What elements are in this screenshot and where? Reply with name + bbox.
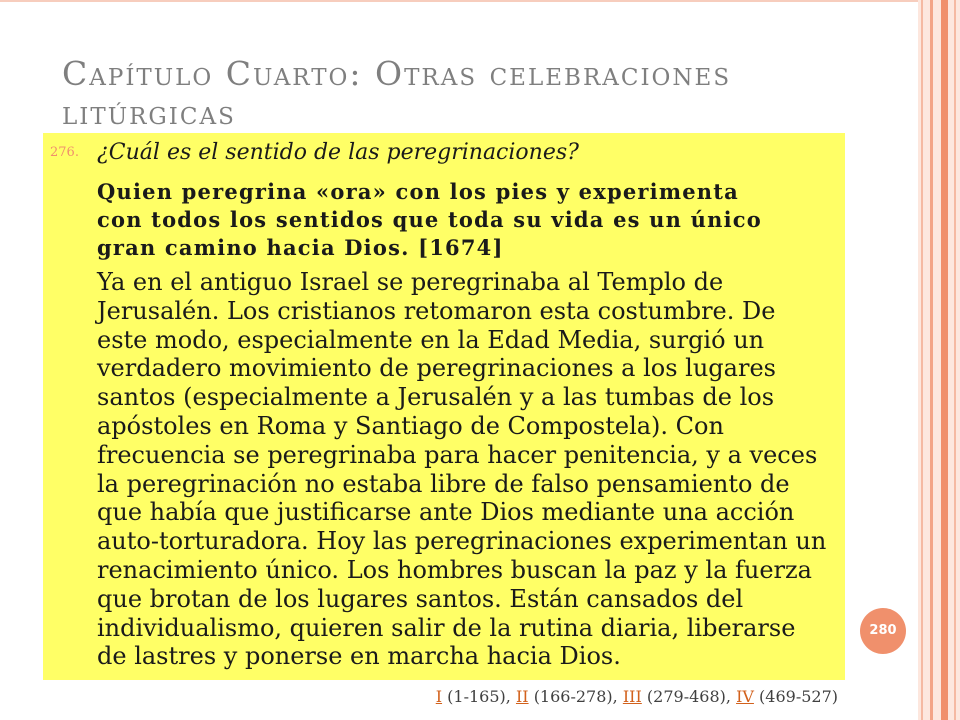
part-link-iii[interactable]: III	[622, 687, 642, 706]
side-stripe	[954, 0, 956, 720]
part-navigation	[436, 687, 838, 707]
separator: ,	[725, 687, 731, 706]
commentary-line: renacimiento único. Los hombres buscan la paz y la fuerza	[97, 555, 812, 584]
side-stripe	[941, 0, 948, 720]
commentary-line: que brotan de los lugares santos. Están cansados del	[97, 584, 744, 613]
commentary-line: individualismo, quieren salir de la rutina diaria, liberarse	[97, 613, 796, 642]
part-range: (166-278)	[533, 687, 613, 706]
content-panel	[43, 133, 845, 680]
commentary-line: santos (especialmente a Jerusalén y a las tumbas de los	[97, 383, 775, 412]
commentary-line: auto-torturadora. Hoy las peregrinaciones experimentan un	[97, 527, 827, 556]
commentary-line: Jerusalén. Los cristianos retomaron esta costumbre. De	[97, 296, 776, 325]
answer-line: Quien peregrina «ora» con los pies y experimenta	[97, 179, 739, 204]
question-number: 276.	[50, 145, 79, 160]
separator: ,	[505, 687, 511, 706]
commentary-line: que había que justificarse ante Dios mediante una acción	[97, 498, 795, 527]
part-link-iv[interactable]: IV	[736, 687, 754, 706]
answer-line: con todos los sentidos que toda su vida es un único	[97, 207, 762, 232]
part-range: (1-165)	[447, 687, 506, 706]
part-link-ii[interactable]: II	[515, 687, 529, 706]
part-range: (279-468)	[646, 687, 726, 706]
side-stripe	[930, 0, 933, 720]
question-text: ¿Cuál es el sentido de las peregrinaciones?	[97, 140, 579, 165]
top-border-rule	[0, 0, 918, 2]
slide-number-badge: 280	[860, 608, 906, 654]
commentary-line: Ya en el antiguo Israel se peregrinaba al Templo de	[97, 268, 724, 296]
slide-title	[62, 54, 902, 132]
answer-line: gran camino hacia Dios. [1674]	[97, 235, 504, 260]
slide-title-line: Capítulo Cuarto: Otras celebraciones	[62, 54, 732, 93]
commentary-line: este modo, especialmente en la Edad Media, surgió un	[97, 325, 765, 354]
commentary-paragraph	[97, 268, 841, 671]
commentary-line: la peregrinación no estaba libre de falso pensamiento de	[97, 469, 790, 498]
commentary-line: apóstoles en Roma y Santiago de Compostela). Con	[97, 411, 724, 440]
commentary-line: frecuencia se peregrinaba para hacer penitencia, y a veces	[97, 440, 818, 469]
commentary-line: verdadero movimiento de peregrinaciones a los lugares	[97, 354, 776, 383]
part-range: (469-527)	[759, 687, 838, 706]
part-link-i[interactable]: I	[435, 687, 443, 706]
slide-title-line: litúrgicas	[62, 93, 236, 132]
commentary-line: de lastres y ponerse en marcha hacia Dios.	[97, 642, 621, 671]
separator: ,	[612, 687, 618, 706]
answer-paragraph	[97, 178, 841, 262]
side-stripe	[921, 0, 923, 720]
